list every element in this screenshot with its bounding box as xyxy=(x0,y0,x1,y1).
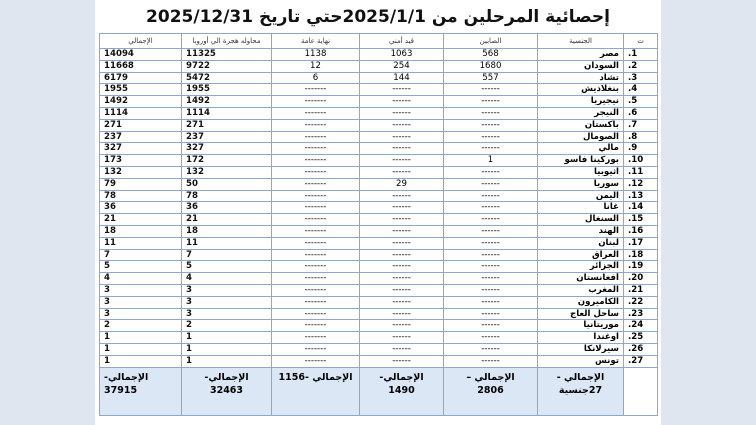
table-row xyxy=(100,261,658,273)
cell-index: 26. xyxy=(624,343,658,355)
cell-nationality: السنغال xyxy=(538,214,624,226)
cell-col-c: ------- xyxy=(272,166,360,178)
deportation-stats-table xyxy=(99,33,658,416)
cell-total: 1 xyxy=(100,332,182,344)
table-header-row xyxy=(100,34,658,49)
cell-total: 11 xyxy=(100,237,182,249)
header-col-a: الصابين xyxy=(444,34,538,49)
cell-nationality: نيجيريا xyxy=(538,96,624,108)
cell-index: 18. xyxy=(624,249,658,261)
cell-nationality: سوريا xyxy=(538,178,624,190)
cell-col-b: ------ xyxy=(360,119,444,131)
cell-col-c: ------- xyxy=(272,273,360,285)
cell-index: 25. xyxy=(624,332,658,344)
header-col-d: محاوله هجرة الي أوروبا xyxy=(182,34,272,49)
cell-index: 10. xyxy=(624,155,658,167)
cell-col-d: 4 xyxy=(182,273,272,285)
cell-col-a: ------ xyxy=(444,332,538,344)
table-row xyxy=(100,131,658,143)
cell-total: 11668 xyxy=(100,60,182,72)
cell-total: 4 xyxy=(100,273,182,285)
table-row xyxy=(100,72,658,84)
table-row xyxy=(100,355,658,367)
cell-nationality: اليمن xyxy=(538,190,624,202)
cell-index: 19. xyxy=(624,261,658,273)
cell-total: 1114 xyxy=(100,107,182,119)
cell-nationality: سيرلانكا xyxy=(538,343,624,355)
cell-total: 5 xyxy=(100,261,182,273)
cell-index: 9. xyxy=(624,143,658,155)
cell-index: 23. xyxy=(624,308,658,320)
cell-col-a: ------ xyxy=(444,96,538,108)
cell-col-b: ------ xyxy=(360,166,444,178)
cell-col-d: 9722 xyxy=(182,60,272,72)
table-body xyxy=(100,49,658,368)
cell-col-a: ------ xyxy=(444,284,538,296)
cell-total: 1492 xyxy=(100,96,182,108)
cell-total: 78 xyxy=(100,190,182,202)
cell-total: 173 xyxy=(100,155,182,167)
cell-col-d: 3 xyxy=(182,284,272,296)
cell-index: 17. xyxy=(624,237,658,249)
cell-total: 21 xyxy=(100,214,182,226)
cell-total: 2 xyxy=(100,320,182,332)
cell-col-b: ------ xyxy=(360,261,444,273)
table-row xyxy=(100,273,658,285)
table-row xyxy=(100,60,658,72)
cell-col-c: ------- xyxy=(272,284,360,296)
cell-index: 16. xyxy=(624,225,658,237)
cell-nationality: بنغلاديش xyxy=(538,84,624,96)
cell-col-a: ------ xyxy=(444,190,538,202)
cell-col-c: 12 xyxy=(272,60,360,72)
header-total: الإجمالي xyxy=(100,34,182,49)
cell-col-c: 1138 xyxy=(272,49,360,61)
cell-col-d: 5472 xyxy=(182,72,272,84)
cell-col-b: ------ xyxy=(360,355,444,367)
cell-col-d: 11 xyxy=(182,237,272,249)
cell-col-b: ------ xyxy=(360,202,444,214)
cell-index: 4. xyxy=(624,84,658,96)
cell-col-c: ------- xyxy=(272,107,360,119)
table-row xyxy=(100,225,658,237)
table-row xyxy=(100,284,658,296)
table-row xyxy=(100,119,658,131)
table-row xyxy=(100,320,658,332)
cell-col-c: ------- xyxy=(272,202,360,214)
cell-nationality: العراق xyxy=(538,249,624,261)
cell-col-c: ------- xyxy=(272,84,360,96)
cell-total: 327 xyxy=(100,143,182,155)
table-row xyxy=(100,332,658,344)
footer-total-label: الإجمالي- xyxy=(104,371,149,383)
cell-col-c: ------- xyxy=(272,178,360,190)
table-row xyxy=(100,343,658,355)
cell-col-c: ------- xyxy=(272,261,360,273)
cell-nationality: السودان xyxy=(538,60,624,72)
cell-col-c: ------- xyxy=(272,332,360,344)
cell-col-c: ------- xyxy=(272,119,360,131)
header-nationality: الجنسية xyxy=(538,34,624,49)
cell-col-b: ------ xyxy=(360,273,444,285)
cell-nationality: اوغندا xyxy=(538,332,624,344)
cell-nationality: مالي xyxy=(538,143,624,155)
cell-col-b: ------ xyxy=(360,96,444,108)
cell-col-b: ------ xyxy=(360,214,444,226)
cell-col-c: ------- xyxy=(272,249,360,261)
cell-col-d: 1 xyxy=(182,355,272,367)
cell-col-b: 144 xyxy=(360,72,444,84)
table-footer-row xyxy=(100,367,658,415)
cell-col-d: 1 xyxy=(182,343,272,355)
cell-total: 18 xyxy=(100,225,182,237)
table-row xyxy=(100,49,658,61)
cell-col-d: 50 xyxy=(182,178,272,190)
document-title: إحصائية المرحلين من 2025/1/1حتي تاريخ 2025/12/31 xyxy=(146,7,610,27)
cell-col-d: 132 xyxy=(182,166,272,178)
cell-nationality: باكستان xyxy=(538,119,624,131)
table-row xyxy=(100,155,658,167)
cell-col-d: 18 xyxy=(182,225,272,237)
cell-nationality: اثيوبيا xyxy=(538,166,624,178)
cell-col-d: 327 xyxy=(182,143,272,155)
cell-col-c: ------- xyxy=(272,131,360,143)
cell-index: 2. xyxy=(624,60,658,72)
cell-col-d: 1955 xyxy=(182,84,272,96)
footer-col-a xyxy=(444,367,538,415)
footer-nationality-value: 27جنسية xyxy=(558,384,603,396)
cell-col-c: ------- xyxy=(272,96,360,108)
cell-col-b: ------ xyxy=(360,320,444,332)
cell-col-b: ------ xyxy=(360,296,444,308)
cell-index: 24. xyxy=(624,320,658,332)
cell-col-d: 237 xyxy=(182,131,272,143)
cell-col-c: 6 xyxy=(272,72,360,84)
footer-col-c xyxy=(272,367,360,415)
table-row xyxy=(100,178,658,190)
cell-col-c: ------- xyxy=(272,320,360,332)
footer-index xyxy=(624,367,658,415)
cell-total: 14094 xyxy=(100,49,182,61)
cell-col-a: ------ xyxy=(444,119,538,131)
cell-col-d: 21 xyxy=(182,214,272,226)
footer-col-b xyxy=(360,367,444,415)
footer-col-a-value: 2806 xyxy=(477,384,504,396)
cell-index: 12. xyxy=(624,178,658,190)
cell-nationality: المغرب xyxy=(538,284,624,296)
footer-col-b-label: الإجمالي- xyxy=(379,371,424,383)
cell-col-b: 254 xyxy=(360,60,444,72)
cell-col-d: 11325 xyxy=(182,49,272,61)
cell-nationality: بوركينا فاسو xyxy=(538,155,624,167)
cell-index: 20. xyxy=(624,273,658,285)
cell-col-c: ------- xyxy=(272,190,360,202)
cell-total: 3 xyxy=(100,296,182,308)
cell-total: 132 xyxy=(100,166,182,178)
cell-col-d: 7 xyxy=(182,249,272,261)
cell-col-c: ------- xyxy=(272,155,360,167)
cell-col-d: 1 xyxy=(182,332,272,344)
footer-total xyxy=(100,367,182,415)
table-row xyxy=(100,107,658,119)
document-page xyxy=(95,0,661,425)
cell-index: 27. xyxy=(624,355,658,367)
cell-nationality: تونس xyxy=(538,355,624,367)
cell-col-d: 3 xyxy=(182,296,272,308)
table-row xyxy=(100,166,658,178)
right-margin xyxy=(661,0,756,425)
left-margin xyxy=(0,0,95,425)
cell-nationality: الجزائر xyxy=(538,261,624,273)
cell-col-a: 568 xyxy=(444,49,538,61)
cell-col-b: ------ xyxy=(360,131,444,143)
cell-nationality: النيجر xyxy=(538,107,624,119)
table-row xyxy=(100,237,658,249)
table-row xyxy=(100,249,658,261)
cell-index: 11. xyxy=(624,166,658,178)
cell-col-b: ------ xyxy=(360,225,444,237)
footer-total-value: 37915 xyxy=(104,384,138,396)
cell-nationality: موريتانيا xyxy=(538,320,624,332)
footer-nationality xyxy=(538,367,624,415)
cell-col-d: 2 xyxy=(182,320,272,332)
table-row xyxy=(100,96,658,108)
cell-col-d: 1114 xyxy=(182,107,272,119)
cell-col-a: ------ xyxy=(444,249,538,261)
footer-col-a-label: الإجمالي – xyxy=(466,371,515,383)
cell-nationality: تشاد xyxy=(538,72,624,84)
cell-col-c: ------- xyxy=(272,143,360,155)
cell-col-b: ------ xyxy=(360,190,444,202)
cell-index: 15. xyxy=(624,214,658,226)
cell-total: 7 xyxy=(100,249,182,261)
cell-total: 1955 xyxy=(100,84,182,96)
cell-col-a: ------ xyxy=(444,296,538,308)
cell-col-d: 78 xyxy=(182,190,272,202)
cell-col-c: ------- xyxy=(272,343,360,355)
cell-index: 14. xyxy=(624,202,658,214)
cell-col-c: ------- xyxy=(272,308,360,320)
header-col-c: نهاية عامة xyxy=(272,34,360,49)
table-row xyxy=(100,84,658,96)
footer-col-d xyxy=(182,367,272,415)
cell-col-b: ------ xyxy=(360,155,444,167)
cell-col-c: ------- xyxy=(272,296,360,308)
cell-total: 3 xyxy=(100,308,182,320)
header-index: ت xyxy=(624,34,658,49)
cell-col-d: 1492 xyxy=(182,96,272,108)
cell-col-b: 1063 xyxy=(360,49,444,61)
table-row xyxy=(100,143,658,155)
cell-col-c: ------- xyxy=(272,237,360,249)
cell-col-a: ------ xyxy=(444,214,538,226)
cell-col-a: 1680 xyxy=(444,60,538,72)
footer-col-b-value: 1490 xyxy=(388,384,415,396)
table-row xyxy=(100,308,658,320)
cell-total: 6179 xyxy=(100,72,182,84)
cell-col-b: ------ xyxy=(360,249,444,261)
cell-col-a: ------ xyxy=(444,166,538,178)
cell-col-a: ------ xyxy=(444,343,538,355)
cell-nationality: أفغانستان xyxy=(538,273,624,285)
cell-col-b: ------ xyxy=(360,107,444,119)
cell-col-c: ------- xyxy=(272,214,360,226)
cell-index: 1. xyxy=(624,49,658,61)
table-row xyxy=(100,202,658,214)
footer-nationality-label: الإجمالي - xyxy=(556,371,605,383)
cell-col-b: ------ xyxy=(360,84,444,96)
cell-col-a: ------ xyxy=(444,225,538,237)
cell-nationality: الهند xyxy=(538,225,624,237)
cell-col-b: ------ xyxy=(360,343,444,355)
cell-col-b: ------ xyxy=(360,237,444,249)
cell-col-a: ------ xyxy=(444,107,538,119)
cell-index: 3. xyxy=(624,72,658,84)
cell-index: 21. xyxy=(624,284,658,296)
cell-nationality: الصومال xyxy=(538,131,624,143)
cell-index: 5. xyxy=(624,96,658,108)
cell-col-d: 271 xyxy=(182,119,272,131)
cell-index: 8. xyxy=(624,131,658,143)
cell-total: 3 xyxy=(100,284,182,296)
cell-index: 22. xyxy=(624,296,658,308)
cell-nationality: لبنان xyxy=(538,237,624,249)
header-col-b: قيد أمني xyxy=(360,34,444,49)
cell-col-a: 1 xyxy=(444,155,538,167)
cell-col-a: ------ xyxy=(444,143,538,155)
cell-col-b: ------ xyxy=(360,308,444,320)
cell-col-d: 36 xyxy=(182,202,272,214)
table-row xyxy=(100,190,658,202)
cell-nationality: ساحل العاج xyxy=(538,308,624,320)
cell-col-a: ------ xyxy=(444,202,538,214)
cell-col-c: ------- xyxy=(272,225,360,237)
cell-col-a: 557 xyxy=(444,72,538,84)
cell-total: 1 xyxy=(100,343,182,355)
cell-col-b: ------ xyxy=(360,284,444,296)
cell-col-a: ------ xyxy=(444,237,538,249)
cell-col-a: ------ xyxy=(444,178,538,190)
cell-total: 271 xyxy=(100,119,182,131)
cell-nationality: غانا xyxy=(538,202,624,214)
cell-col-a: ------ xyxy=(444,273,538,285)
cell-total: 79 xyxy=(100,178,182,190)
cell-nationality: مصر xyxy=(538,49,624,61)
cell-col-a: ------ xyxy=(444,131,538,143)
cell-col-a: ------ xyxy=(444,355,538,367)
cell-index: 6. xyxy=(624,107,658,119)
cell-col-d: 3 xyxy=(182,308,272,320)
cell-col-b: ------ xyxy=(360,143,444,155)
cell-col-d: 172 xyxy=(182,155,272,167)
table-row xyxy=(100,296,658,308)
table-row xyxy=(100,214,658,226)
cell-total: 1 xyxy=(100,355,182,367)
cell-col-b: 29 xyxy=(360,178,444,190)
footer-col-c-label: الإجمالي -1156 xyxy=(278,371,353,383)
cell-col-b: ------ xyxy=(360,332,444,344)
footer-col-d-value: 32463 xyxy=(209,384,244,396)
cell-index: 7. xyxy=(624,119,658,131)
cell-col-a: ------ xyxy=(444,261,538,273)
cell-total: 237 xyxy=(100,131,182,143)
cell-col-c: ------- xyxy=(272,355,360,367)
cell-col-a: ------ xyxy=(444,84,538,96)
cell-col-a: ------ xyxy=(444,320,538,332)
cell-col-d: 5 xyxy=(182,261,272,273)
footer-col-d-label: الإجمالي- xyxy=(204,371,249,383)
cell-index: 13. xyxy=(624,190,658,202)
cell-nationality: الكاميرون xyxy=(538,296,624,308)
cell-col-a: ------ xyxy=(444,308,538,320)
cell-total: 36 xyxy=(100,202,182,214)
